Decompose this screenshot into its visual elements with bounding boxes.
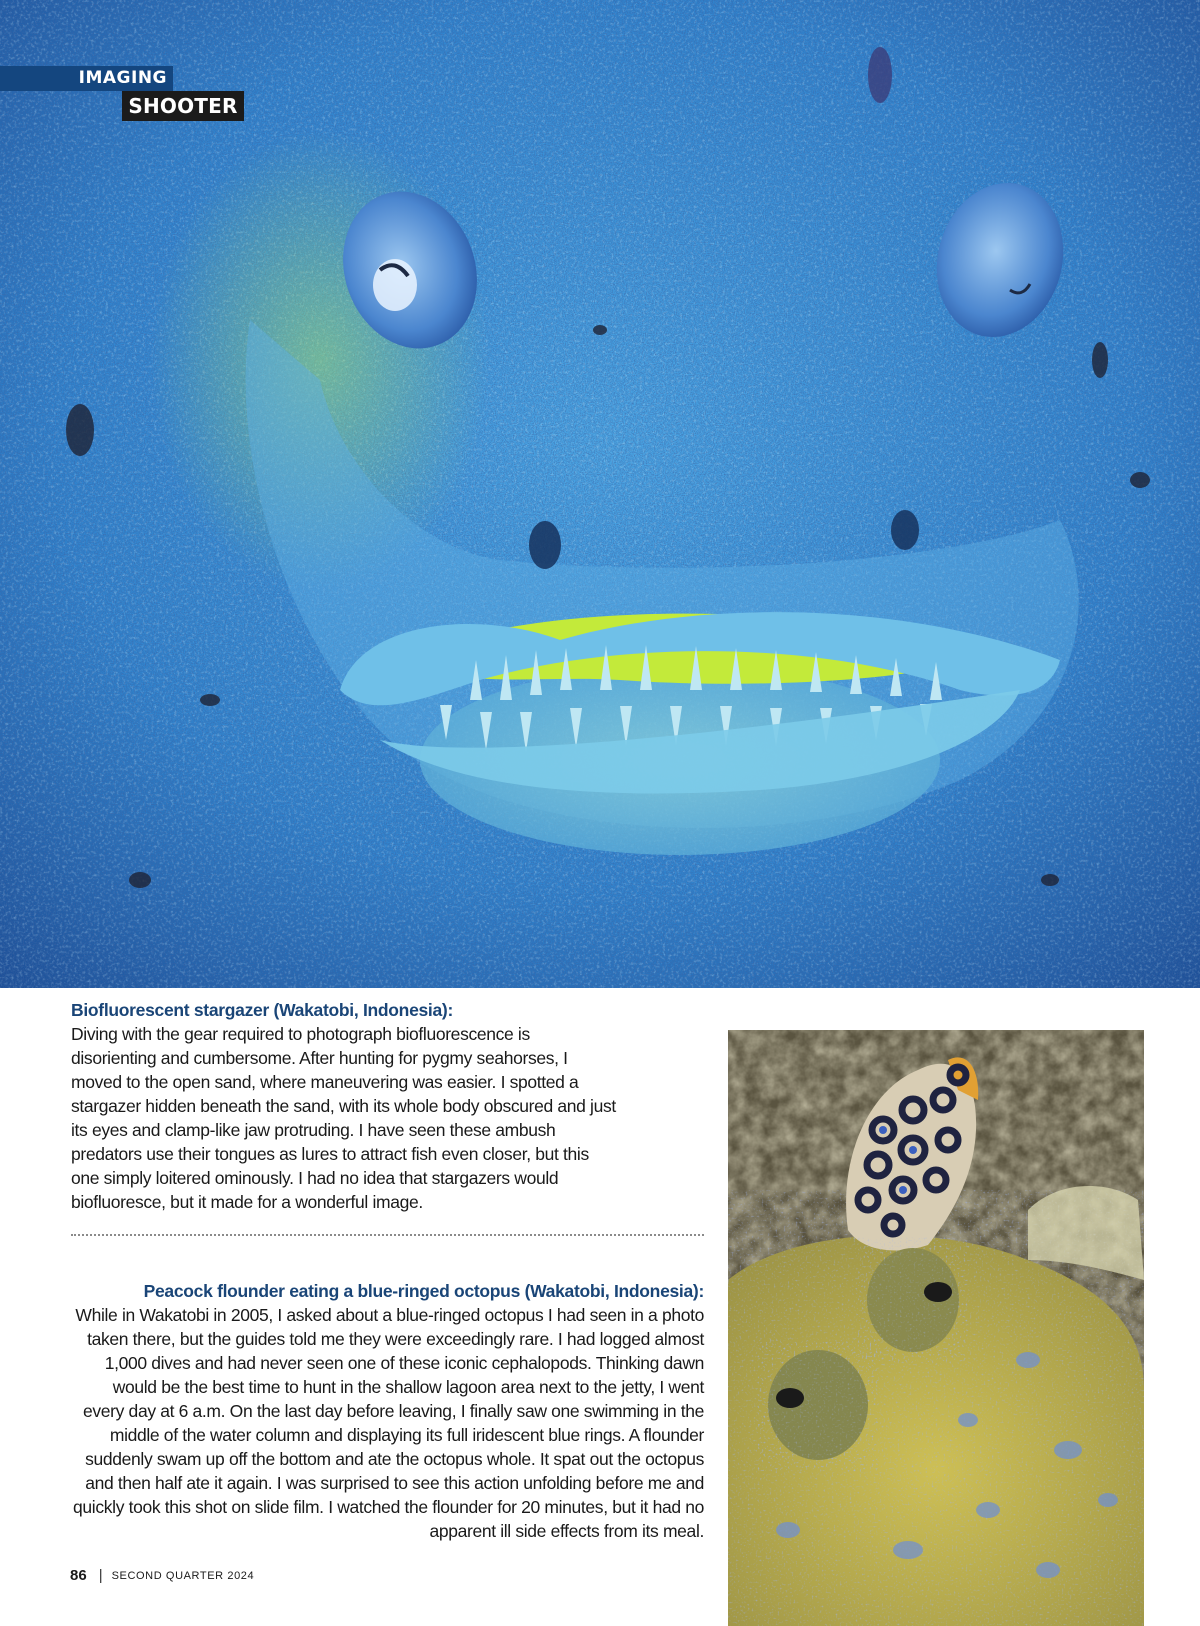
- flounder-caption-body: While in Wakatobi in 2005, I asked about a blue-ringed octopus I had seen in a photo taken there, but the guides told me they were exceedingly rare. I had logged almost 1,000 dives and had never seen one of these iconic cephalopods. Thinking dawn would be the best time to hunt in the shallow lagoon area next to the jetty, I went every day at 6 a.m. On the last day before leaving, I finally saw one swimming in the middle of the water column and displaying its full iridescent blue rings. A flounder suddenly swam up off the bottom and ate the octopus whole. It spat out the octopus and then half ate it again. I was surprised to see this action unfolding before me and quickly took this shot on slide film. I watched the flounder for 20 minutes, but it had no apparent ill side effects from its meal.: [73, 1305, 704, 1541]
- section-tag-imaging-label: IMAGING: [78, 68, 167, 88]
- section-tag-imaging: [0, 66, 173, 91]
- page-footer: [70, 1567, 254, 1584]
- dotted-divider: [71, 1234, 704, 1236]
- page-number: 86: [70, 1567, 87, 1584]
- section-tag-shooter: SHOOTER: [122, 91, 244, 121]
- issue-label: SECOND QUARTER 2024: [111, 1569, 255, 1582]
- flounder-caption-title: Peacock flounder eating a blue-ringed octopus (Wakatobi, Indonesia):: [143, 1281, 704, 1301]
- stargazer-caption-title: Biofluorescent stargazer (Wakatobi, Indonesia):: [71, 1000, 453, 1020]
- stargazer-caption-body: Diving with the gear required to photograph biofluorescence is disorienting and cumbersome. After hunting for pygmy seahorses, I moved to the open sand, where maneuvering was easier. I spotted a stargazer hidden beneath the sand, with its whole body obscured and just its eyes and clamp-like jaw protruding. I have seen these ambush predators use their tongues as lures to attract fish even closer, but this one simply loitered ominously. I had no idea that stargazers would biofluoresce, but it made for a wonderful image.: [71, 1024, 616, 1212]
- footer-separator: |: [98, 1567, 103, 1584]
- flounder-octopus-photo: [728, 1030, 1144, 1626]
- stargazer-caption: [71, 998, 617, 1214]
- flounder-caption: [70, 1279, 704, 1543]
